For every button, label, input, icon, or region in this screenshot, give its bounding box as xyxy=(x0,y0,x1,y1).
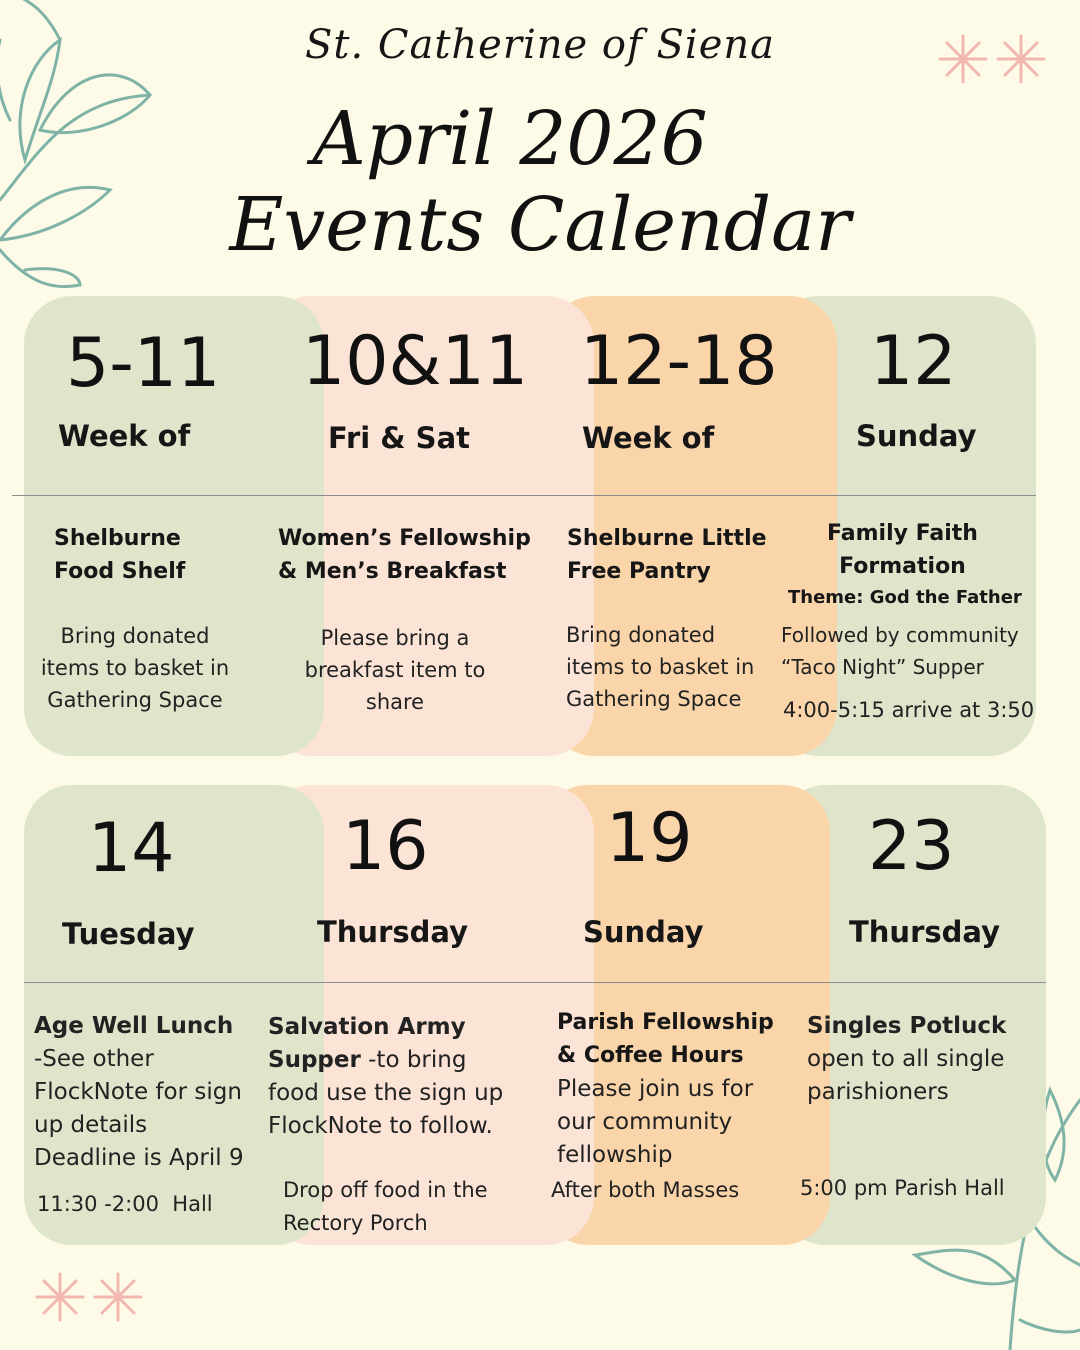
date-number: 19 xyxy=(606,799,693,878)
date-number: 5-11 xyxy=(66,324,221,403)
event-title: Shelburne Little Free Pantry xyxy=(567,526,767,584)
day-label: Sunday xyxy=(856,419,977,453)
day-label: Tuesday xyxy=(62,917,195,951)
event-time: 5:00 pm Parish Hall xyxy=(800,1176,1005,1200)
divider xyxy=(12,495,1036,496)
event-details: Age Well Lunch -See other FlockNote for sign up details Deadline is April 9 xyxy=(34,1010,244,1175)
date-number: 14 xyxy=(88,809,175,888)
divider xyxy=(24,982,1046,983)
event-note: Drop off food in the Rectory Porch xyxy=(283,1178,488,1235)
page-title: Events Calendar xyxy=(229,182,851,268)
event-title: Shelburne Food Shelf xyxy=(54,526,186,584)
event-title: Women’s Fellowship & Men’s Breakfast xyxy=(278,526,531,584)
date-number: 23 xyxy=(868,807,955,886)
event-time: 11:30 -2:00 Hall xyxy=(37,1192,213,1216)
event-title: Family Faith Formation xyxy=(827,521,978,579)
date-number: 16 xyxy=(342,807,429,886)
event-details: Bring donated items to basket in Gathering Space xyxy=(566,623,755,711)
day-label: Thursday xyxy=(849,915,1000,949)
date-number: 12 xyxy=(870,322,957,401)
event-details: Salvation Army Supper -to bring food use the sign up FlockNote to follow. xyxy=(268,1011,503,1143)
event-title: Age Well Lunch xyxy=(34,1013,234,1039)
event-details: Bring donated items to basket in Gathering Space xyxy=(40,624,230,712)
event-details: Please bring a breakfast item to share xyxy=(304,626,486,714)
sparkle-icon xyxy=(32,1270,147,1325)
day-label: Week of xyxy=(582,421,715,455)
date-number: 10&11 xyxy=(302,322,529,401)
event-title: Singles Potluck xyxy=(807,1013,1007,1039)
event-details: Singles Potluck open to all single parishioners xyxy=(807,1010,1006,1109)
event-title: Parish Fellowship & Coffee Hours xyxy=(557,1010,774,1068)
day-label: Thursday xyxy=(317,915,468,949)
day-label: Fri & Sat xyxy=(328,421,470,455)
event-details: Please join us for our community fellowship xyxy=(557,1076,754,1168)
event-title: Supper xyxy=(268,1047,361,1073)
event-title: Salvation Army xyxy=(268,1014,466,1040)
page-title-month: April 2026 xyxy=(312,96,708,182)
event-time: 4:00-5:15 arrive at 3:50 xyxy=(783,698,1035,722)
day-label: Sunday xyxy=(583,915,704,949)
event-time: After both Masses xyxy=(551,1178,740,1202)
day-label: Week of xyxy=(58,419,191,453)
parish-name: St. Catherine of Siena xyxy=(304,22,775,68)
date-number: 12-18 xyxy=(580,322,778,401)
event-theme: Theme: God the Father xyxy=(788,587,1022,608)
event-details: Followed by community “Taco Night” Supper xyxy=(781,623,1019,679)
